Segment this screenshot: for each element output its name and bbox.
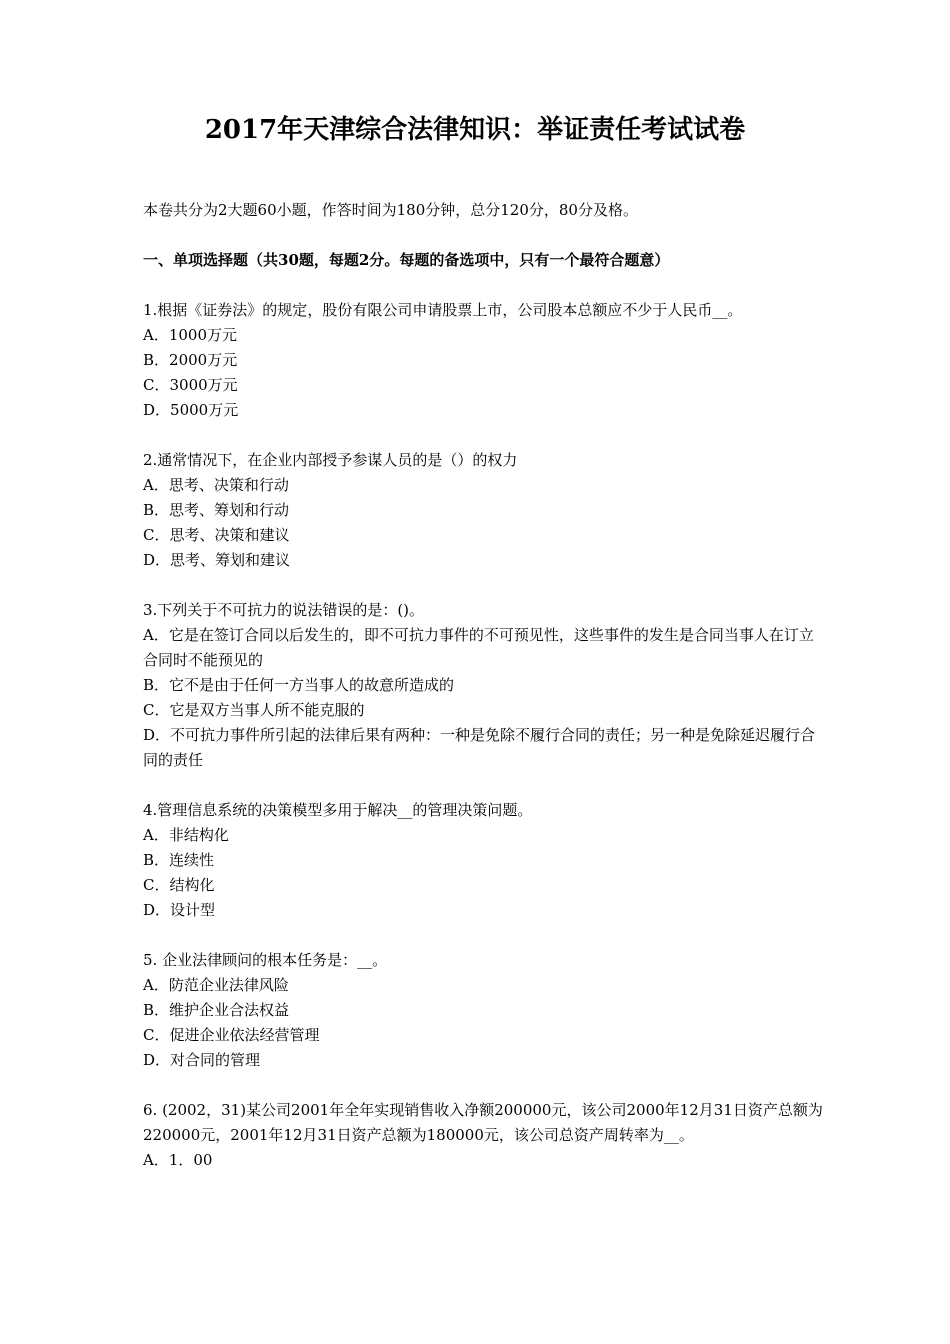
option-a: A．它是在签订合同以后发生的，即不可抗力事件的不可预见性，这些事件的发生是合同当事人在订立合同时不能预见的: [143, 626, 814, 669]
question-2: [143, 448, 823, 573]
option-b: B．维护企业合法权益: [143, 1001, 290, 1019]
option-b: B．它不是由于任何一方当事人的故意所造成的: [143, 676, 455, 694]
question-stem: 6. (2002，31)某公司2001年全年实现销售收入净额200000元，该公司2000年12月31日资产总额为220000元，2001年12月31日资产总额为180000元，该公司总资产周转率为__。: [143, 1101, 823, 1144]
question-stem: 4.管理信息系统的决策模型多用于解决__的管理决策问题。: [143, 801, 533, 819]
option-d: D．思考、筹划和建议: [143, 551, 291, 569]
option-d: D．不可抗力事件所引起的法律后果有两种：一种是免除不履行合同的责任；另一种是免除延迟履行合同的责任: [143, 726, 816, 769]
question-3: [143, 598, 823, 773]
option-c: C．它是双方当事人所不能克服的: [143, 701, 365, 719]
option-c: C．思考、决策和建议: [143, 526, 290, 544]
option-c: C．3000万元: [143, 376, 238, 394]
question-1: [143, 298, 823, 423]
question-stem: 5. 企业法律顾问的根本任务是：__。: [143, 951, 388, 969]
question-6: [143, 1098, 823, 1173]
option-a: A．防范企业法律风险: [143, 976, 289, 994]
option-c: C．结构化: [143, 876, 215, 894]
question-stem: 2.通常情况下，在企业内部授予参谋人员的是（）的权力: [143, 451, 518, 469]
option-d: D．设计型: [143, 901, 216, 919]
question-stem: 1.根据《证券法》的规定，股份有限公司申请股票上市，公司股本总额应不少于人民币__。: [143, 301, 743, 319]
question-stem: 3.下列关于不可抗力的说法错误的是：()。: [143, 601, 425, 619]
option-b: B．连续性: [143, 851, 215, 869]
section-heading: 一、单项选择题（共30题，每题2分。每题的备选项中，只有一个最符合题意）: [143, 251, 670, 269]
option-d: D．5000万元: [143, 401, 239, 419]
document-title: 2017年天津综合法律知识：举证责任考试试卷: [204, 115, 746, 145]
option-b: B．2000万元: [143, 351, 238, 369]
option-a: A．1000万元: [143, 326, 238, 344]
option-a: A．1．00: [143, 1151, 213, 1169]
option-a: A．思考、决策和行动: [143, 476, 289, 494]
exam-intro: 本卷共分为2大题60小题，作答时间为180分钟，总分120分，80分及格。: [143, 201, 638, 219]
option-a: A．非结构化: [143, 826, 229, 844]
document-body: [143, 198, 823, 1173]
option-b: B．思考、筹划和行动: [143, 501, 290, 519]
option-d: D．对合同的管理: [143, 1051, 261, 1069]
option-c: C．促进企业依法经营管理: [143, 1026, 320, 1044]
question-5: [143, 948, 823, 1073]
question-4: [143, 798, 823, 923]
